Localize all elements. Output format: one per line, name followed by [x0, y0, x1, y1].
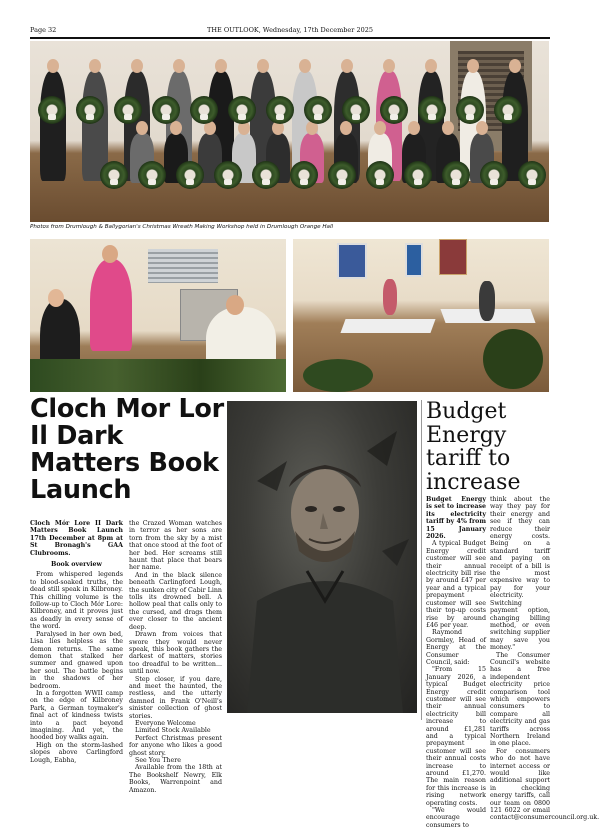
person	[383, 279, 397, 315]
person	[479, 281, 495, 321]
workshop-photo-right	[293, 239, 549, 392]
page-number: Page 32	[30, 26, 57, 34]
wreath-bow	[428, 114, 436, 120]
window	[405, 243, 423, 277]
wreath-bow	[300, 179, 308, 185]
wreath-bow	[148, 179, 156, 185]
person-head	[48, 289, 64, 307]
person-head	[476, 121, 488, 135]
header-rule	[30, 37, 550, 39]
paragraph: Paralysed in her own bed, Lisa lies helpless as the demon returns. The same demon that stalked her summer and gnawed upon her soul. The battle begins in the shadows of her bedroom.	[30, 630, 123, 690]
paragraph: think about the way they pay for their energy and see if they can reduce their energy costs. Being on a standard tariff and paying on receipt of a bill is the most expensive way to pay for your electricity. Switching payment option, changing billing method, or even switching supplier may save you money."	[490, 496, 550, 652]
article-headline-cloch-mor: Cloch Mor Lor Il Dark Matters Book Launch	[30, 394, 224, 505]
article2-lede: Budget Energy is set to increase its electricity tariff by 4% from 15 January 2026.	[426, 496, 486, 541]
portrait-illustration	[227, 401, 417, 713]
wreath-bow	[110, 179, 118, 185]
workshop-photo-left	[30, 239, 286, 392]
wreath-bow	[466, 114, 474, 120]
article1-lede: Cloch Mór Lore II Dark Matters Book Launch 17th December at 8pm at St Bronagh's GAA Clubrooms.	[30, 520, 123, 557]
group-photo-wreaths	[30, 41, 549, 222]
wreath-bow	[452, 179, 460, 185]
person-head	[425, 59, 437, 73]
wreath-bow	[48, 114, 56, 120]
paragraph: Limited Stock Available	[135, 727, 211, 735]
person-head	[408, 121, 420, 135]
paragraph: See You There	[135, 757, 181, 764]
paragraph: "From 15 January 2026, a typical Budget Energy credit customer will see their annual electricity bill increase to around £1,281 and a typical prepayment customer will see their annual costs increase to around £1,270. The main reason for this increase is rising network operating costs.	[426, 666, 486, 807]
wreath-bow	[262, 179, 270, 185]
paragraph: The Consumer Council's website has a free independent electricity price comparison tool which empowers consumers to compare all electricity and gas tariffs across Northern Ireland in one place.	[490, 651, 550, 748]
article1-column-2	[129, 520, 222, 794]
paragraph: Raymond Gormley, Head of Energy at the Consumer Council, said:	[426, 629, 486, 666]
person-pink-top	[90, 259, 132, 351]
window	[337, 243, 367, 279]
article2-column-2	[490, 496, 599, 822]
paragraph: Step closer, if you dare, and meet the haunted, the restless, and the utterly damned in Frank O'Neill's sinister collection of ghost stories.	[129, 675, 222, 720]
wreath-bow	[504, 114, 512, 120]
paragraph: "We would encourage consumers to	[426, 807, 486, 829]
wreath-bow	[414, 179, 422, 185]
person-head	[257, 59, 269, 73]
photo-caption: Photos from Drumlough & Ballygorian's Christmas Wreath Making Workshop held in Drumlough Orange Hall	[30, 224, 334, 230]
wreath-bow	[390, 114, 398, 120]
wreath-bow	[224, 179, 232, 185]
person	[40, 71, 66, 181]
wreath-bow	[186, 179, 194, 185]
paragraph: Available from the 18th at The Bookshelf Newry, Elk Books, Warrenpoint and Amazon.	[129, 764, 222, 794]
wreath-bow	[314, 114, 322, 120]
person-head	[47, 59, 59, 73]
wreath-bow	[528, 179, 536, 185]
table	[340, 319, 435, 333]
person-head	[89, 59, 101, 73]
wreath-table	[30, 359, 286, 392]
person-head	[383, 59, 395, 73]
person-head	[173, 59, 185, 73]
person-head	[299, 59, 311, 73]
wreath-bow	[376, 179, 384, 185]
wreath-bow	[490, 179, 498, 185]
wreath-bow	[238, 114, 246, 120]
person-head	[170, 121, 182, 135]
person-head	[509, 59, 521, 73]
paragraph: Perfect Christmas present for anyone who likes a good ghost story.	[129, 734, 222, 757]
wreath-bow	[200, 114, 208, 120]
page-header	[30, 24, 550, 36]
person-head	[131, 59, 143, 73]
wreath	[303, 359, 373, 392]
wreath-bow	[338, 179, 346, 185]
article-headline-budget-energy: Budget Energy tariff to increase	[426, 399, 521, 495]
person-head	[215, 59, 227, 73]
article1-column-1	[30, 520, 123, 764]
wreath-bow	[86, 114, 94, 120]
paragraph: Everyone Welcome	[135, 719, 196, 727]
person-head	[136, 121, 148, 135]
person-head	[102, 245, 118, 263]
wreath-bow	[276, 114, 284, 120]
masthead-title: THE OUTLOOK, Wednesday, 17th December 2025	[207, 26, 373, 34]
person-head	[467, 59, 479, 73]
column-rule	[421, 400, 422, 720]
wreath-bow	[352, 114, 360, 120]
window-blind	[148, 249, 218, 283]
author-portrait	[227, 401, 417, 713]
paragraph: From whispered legends to blood-soaked truths, the dead still speak in Kilbroney. This chilling volume is the follow-up to Cloch Mór Lore: Kilbroney, and it proves just as deadly in every sense of the word.	[30, 571, 123, 631]
person-head	[374, 121, 386, 135]
wreath-bow	[124, 114, 132, 120]
wreath-bow	[162, 114, 170, 120]
paragraph: And in the black silence beneath Carlingford Lough, the sunken city of Cabir Linn tolls its drowned bell. A hollow peal that calls only to the cursed, and drags them ever closer to the ancient deep.	[129, 571, 222, 631]
person-head	[442, 121, 454, 135]
person-head	[226, 295, 244, 315]
banner	[439, 239, 467, 275]
paragraph: Drawn from voices that swore they would never speak, this book gathers the darkest of matters, stories too dreadful to be written... until now.	[129, 631, 222, 676]
wreath	[483, 329, 543, 389]
paragraph: High on the storm-lashed slopes above Carlingford Lough, Eabha,	[30, 741, 123, 764]
paragraph: For consumers who do not have internet access or would like additional support in checking energy tariffs, call our team on 0800 121 6022 or email contact@consumercouncil.org.uk.	[490, 747, 599, 822]
paragraph: A typical Budget Energy credit customer will see their annual electricity bill rise by around £47 per year and a typical prepayment customer will see their top-up costs rise by around £46 per year.	[426, 540, 486, 629]
person-head	[341, 59, 353, 73]
paragraph: In a forgotten WWII camp on the edge of Kilbroney Park, a German toymaker's final act of kindness twists into a pact beyond imagining. And yet, the hooded boy walks again.	[30, 689, 123, 742]
section-label: Book overview	[51, 561, 102, 569]
paragraph: the Crazed Woman watches in terror as her sons are torn from the sky by a mist that once stood at the foot of her bed. Her screams still haunt that place that bears her name.	[129, 520, 222, 572]
article2-column-1	[426, 496, 486, 829]
